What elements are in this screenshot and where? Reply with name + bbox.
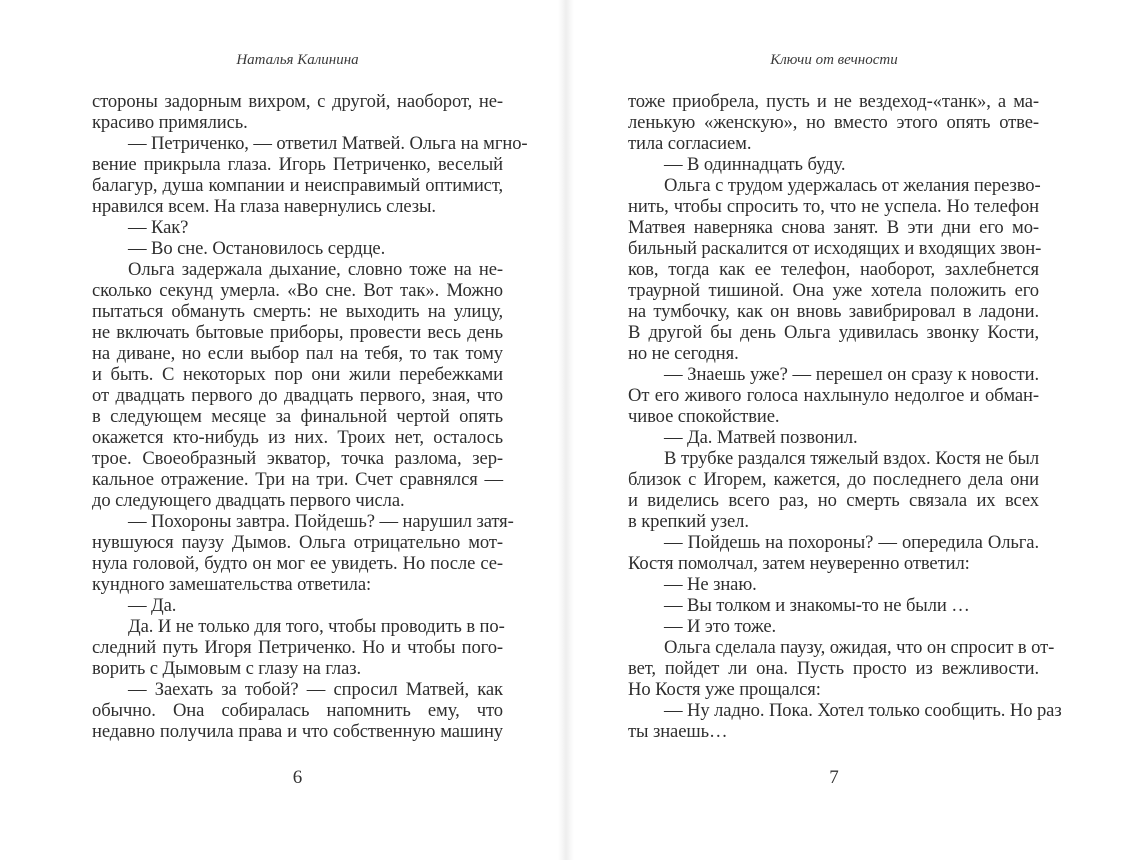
text-line: — И это тоже.	[664, 616, 777, 637]
text-line: недавно получила права и что собственную машину	[92, 721, 503, 742]
right-page	[566, 0, 1132, 860]
text-line: вет, пойдет ли она. Пусть просто из вежливости.	[628, 658, 1039, 679]
text-line: — Пойдешь на похороны? — опередила Ольга.	[664, 532, 1039, 553]
text-line: и быть. С некоторых пор они жили перебежками	[92, 364, 503, 385]
page-number: 7	[829, 767, 839, 788]
text-line: на диване, но если выбор пал на тебя, то так тому	[92, 343, 503, 364]
text-line: близок с Игорем, кажется, до последнего дела они	[628, 469, 1039, 490]
text-line: — Да.	[128, 595, 177, 616]
text-line: пытаться обмануть смерть: не выходить на улицу,	[92, 301, 503, 322]
text-line: Костя помолчал, затем неуверенно ответил:	[628, 553, 970, 574]
text-line: трое. Своеобразный экватор, точка разлома, зер-	[92, 448, 503, 469]
text-line: Но Костя уже прощался:	[628, 679, 821, 700]
text-line: ты знаешь…	[628, 721, 728, 742]
text-line: нравился всем. На глаза навернулись слезы.	[92, 196, 436, 217]
text-line: траурной тишиной. Она уже хотела положить его	[628, 280, 1039, 301]
text-line: обычно. Она собиралась напомнить ему, что	[92, 700, 503, 721]
text-line: сколько секунд умерла. «Во сне. Вот так». Можно	[92, 280, 503, 301]
text-line: — Петриченко, — ответил Матвей. Ольга на мгно-	[128, 133, 528, 154]
text-line: нить, чтобы спросить то, что не успела. Но телефон	[628, 196, 1039, 217]
text-line: следний путь Игоря Петриченко. Но и чтобы пого-	[92, 637, 503, 658]
text-line: чивое спокойствие.	[628, 406, 780, 427]
text-line: От его живого голоса нахлынуло недолгое и обман-	[628, 385, 1039, 406]
text-line: стороны задорным вихром, с другой, наоборот, не-	[92, 91, 503, 112]
book-gutter	[558, 0, 574, 860]
running-head-author: Наталья Калинина	[236, 52, 359, 68]
text-line: Ольга сделала паузу, ожидая, что он спросит в от-	[664, 637, 1055, 658]
text-line: в крепкий узел.	[628, 511, 749, 532]
text-line: вение прикрыла глаза. Игорь Петриченко, веселый	[92, 154, 503, 175]
text-line: ков, тогда как ее телефон, наоборот, захлебнется	[628, 259, 1039, 280]
text-line: до следующего двадцать первого числа.	[92, 490, 405, 511]
text-line: кундного замешательства ответила:	[92, 574, 372, 595]
text-line: балагур, душа компании и неисправимый оптимист,	[92, 175, 503, 196]
text-line: от двадцать первого до двадцать первого, зная, что	[92, 385, 503, 406]
text-line: нувшуюся паузу Дымов. Ольга отрицательно мот-	[92, 532, 503, 553]
text-line: Ольга с трудом удержалась от желания перезво-	[664, 175, 1041, 196]
text-line: Матвея наверняка снова занят. В эти дни его мо-	[628, 217, 1039, 238]
text-line: — Похороны завтра. Пойдешь? — нарушил затя-	[128, 511, 514, 532]
text-line: кальное отражение. Три на три. Счет сравнялся —	[92, 469, 503, 490]
text-line: — Вы толком и знакомы-то не были …	[664, 595, 970, 616]
text-line: бильный раскалится от исходящих и входящих звон-	[628, 238, 1042, 259]
text-line: В другой бы день Ольга удивилась звонку Кости,	[628, 322, 1039, 343]
text-line: ленькую «женскую», но вместо этого опять отве-	[628, 112, 1039, 133]
text-line: окажется кто-нибудь из них. Троих нет, осталось	[92, 427, 503, 448]
text-line: — Да. Матвей позвонил.	[664, 427, 858, 448]
text-line: тила согласием.	[628, 133, 752, 154]
text-line: на тумбочку, как он вновь завибрировал в ладони.	[628, 301, 1039, 322]
text-line: — В одиннадцать буду.	[664, 154, 846, 175]
text-line: и виделись всего раз, но смерть связала их всех	[628, 490, 1039, 511]
text-line: — Во сне. Остановилось сердце.	[128, 238, 386, 259]
page-number: 6	[292, 767, 303, 788]
text-line: — Не знаю.	[664, 574, 757, 595]
running-head-title: Ключи от вечности	[770, 52, 898, 68]
text-line: — Как?	[128, 217, 189, 238]
left-page-text	[92, 91, 528, 742]
text-line: Ольга задержала дыхание, словно тоже на не-	[128, 259, 503, 280]
text-line: тоже приобрела, пусть и не вездеход-«танк», а ма-	[628, 91, 1039, 112]
text-line: в следующем месяце за финальной чертой опять	[92, 406, 503, 427]
text-line: — Знаешь уже? — перешел он сразу к новости.	[664, 364, 1039, 385]
text-line: — Ну ладно. Пока. Хотел только сообщить. Но раз	[664, 700, 1062, 721]
text-line: В трубке раздался тяжелый вздох. Костя не был	[664, 448, 1039, 469]
text-line: Да. И не только для того, чтобы проводить в по-	[128, 616, 505, 637]
text-line: не включать бытовые приборы, провести весь день	[92, 322, 503, 343]
text-line: но не сегодня.	[628, 343, 739, 364]
text-line: ворить с Дымовым с глазу на глаз.	[92, 658, 362, 679]
right-page-text	[628, 91, 1062, 742]
text-line: — Заехать за тобой? — спросил Матвей, как	[128, 679, 503, 700]
text-line: нула головой, будто он мог ее увидеть. Но после се-	[92, 553, 503, 574]
text-line: красиво примялись.	[92, 112, 248, 133]
